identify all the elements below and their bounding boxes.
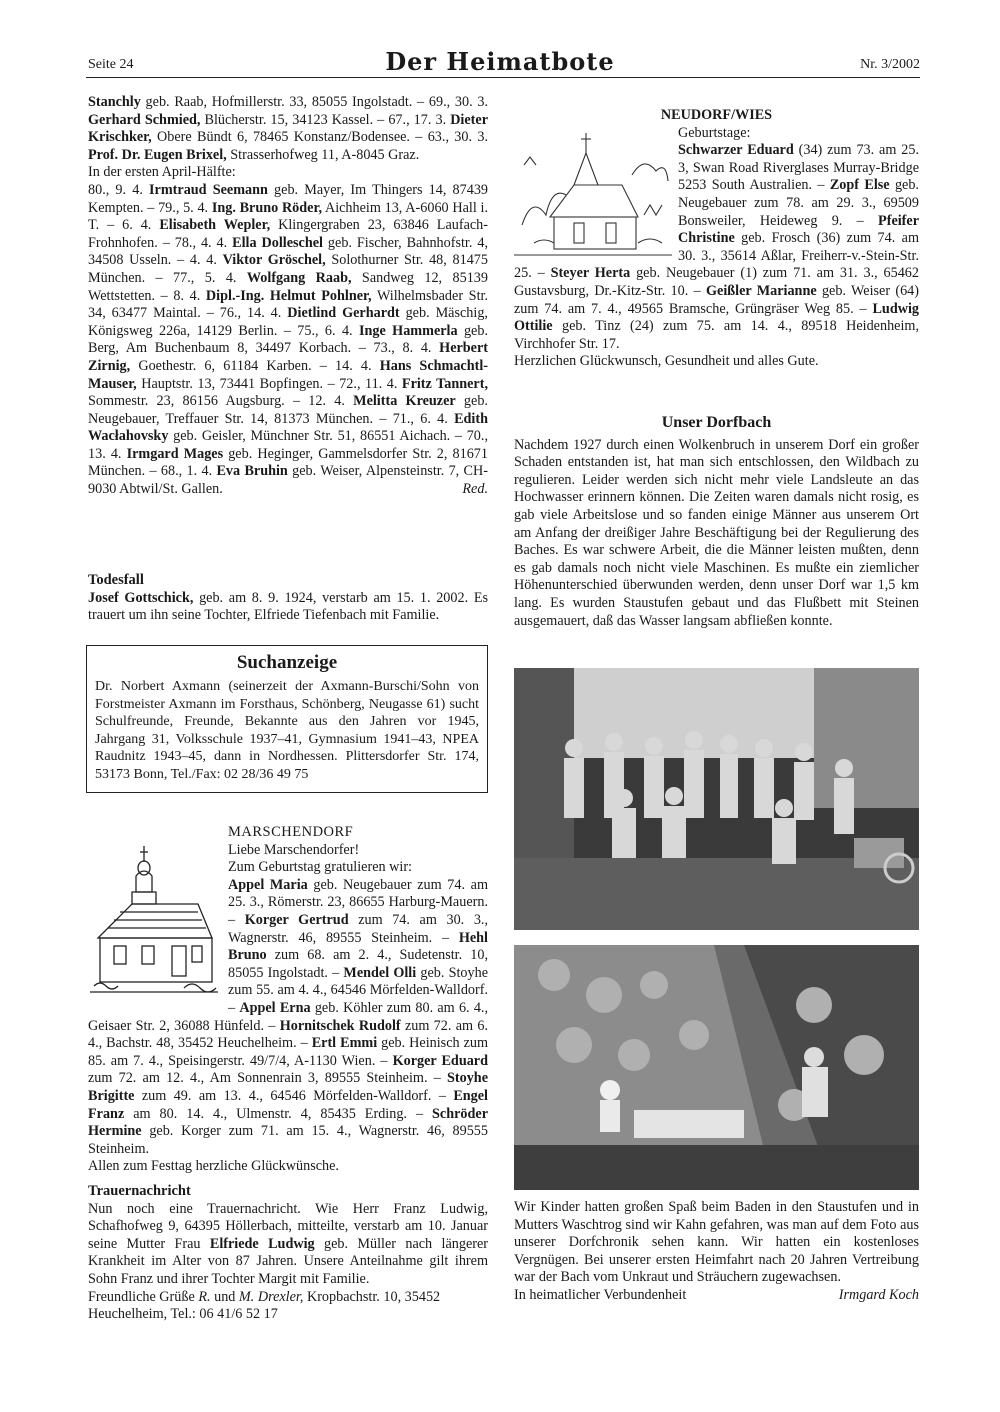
entry-name: Engel Franz [88, 1087, 488, 1122]
entry-details: zum 72. am 12. 4., Am Sonnenrain 3, 89555 Steinheim. – [88, 1070, 447, 1087]
entry-details: Wilhelmsbader Str. 34, 63477 Maintal. – 76., 14. 4. [88, 287, 488, 322]
entry-details: (34) zum 73. am 25. 3, Swan Road Riverglases Murray-Bridge 5253 South Australien. – [678, 142, 919, 194]
entry-details: zum 49. am 13. 4., 64546 Mörfelden-Walldorf. – [134, 1087, 454, 1104]
entry-details: geb. Frosch (36) zum 74. am 30. 3., 35614 Aßlar, Freiherr-v.-Stein-Str. 25. – [514, 230, 919, 282]
entry-name: Ertl Emmi [311, 1035, 378, 1052]
greet-initial-r: R. [198, 1288, 211, 1305]
dorfbach-heading: Unser Dorfbach [661, 414, 772, 431]
page-number: Seite 24 [88, 57, 134, 72]
entry-name: Schröder Hermine [88, 1105, 488, 1140]
todesfall-text [88, 590, 488, 625]
neudorf-section [514, 107, 919, 371]
neudorf-intro: Geburtstage: [678, 124, 751, 141]
todesfall-heading: Todesfall [88, 572, 144, 588]
entry-details: geb. Mayer, Im Thingers 14, 87439 Kempten. – 79., 5. 4. [88, 181, 489, 216]
entry-name: Ludwig Ottilie [514, 300, 919, 335]
entry-name: Prof. Dr. Eugen Brixel, [88, 146, 227, 163]
marschendorf-greeting: Liebe Marschendorfer! [228, 841, 360, 858]
todesfall-body: geb. am 8. 9. 1924, verstarb am 15. 1. 2002. Es trauert um ihn seine Tochter, Elfriede Tiefenbach mit Familie. [88, 589, 489, 624]
church-sketch-neudorf [514, 125, 672, 265]
entry-details: zum 68. am 2. 4., Sudetenstr. 10, 85055 Ingolstadt. – [228, 947, 488, 981]
workers-photo-image [514, 668, 919, 930]
neudorf-closing: Herzlichen Glückwunsch, Gesundheit und alles Gute. [514, 353, 819, 370]
entry-details: Solothurner Str. 48, 81475 München. – 77., 5. 4. [88, 252, 488, 286]
entry-name: Wolfgang Raab, [246, 269, 352, 286]
entry-name: Eva Bruhin [216, 463, 288, 480]
entry-name: Elisabeth Wepler, [159, 217, 271, 234]
entry-details: Sandweg 12, 85139 Wettstetten. – 8. 4. [88, 269, 488, 304]
trauernachricht-section [88, 1183, 488, 1324]
dorfbach-section [514, 414, 919, 630]
entry-name: Stanchly [88, 94, 141, 110]
issue-number: Nr. 3/2002 [860, 57, 920, 72]
entry-details: Obere Bündt 6, 78465 Konstanz/Bodensee. – 63., 30. 3. [151, 129, 488, 146]
entry-name: Hans Schmachtl-Mauser, [88, 357, 489, 392]
author-name: Irmgard Koch [838, 1286, 919, 1303]
suchanzeige-box [86, 645, 488, 793]
header-rule [86, 77, 920, 78]
entry-details: geb. Weiser (64) zum 74. am 7. 4., 49565 Bramsche, Grüngräser Weg 85. – [514, 282, 919, 317]
marschendorf-intro: Zum Geburtstag gratulieren wir: [228, 859, 412, 876]
entry-details: am 80. 14. 4., Ulmenstr. 4, 85435 Erding. – [124, 1105, 433, 1122]
entry-details: geb. Köhler zum 80. am 6. 4., Geisaer Str. 2, 36088 Hünfeld. – [88, 999, 489, 1034]
april-intro: In der ersten April-Hälfte: [88, 164, 236, 181]
entry-details: geb. Mäschig, Königsweg 226a, 14129 Berlin. – 75., 6. 4. [88, 305, 488, 339]
entry-name: Zopf Else [829, 177, 890, 194]
entry-details: geb. Neugebauer zum 74. am 25. 3., Römerstr. 23, 86655 Harburg-Mauern. – [228, 876, 488, 928]
entry-details: geb. Korger zum 71. am 15. 4., Wagnerstr. 46, 89555 Steinheim. [88, 1123, 488, 1157]
trauer-text-part2: geb. Müller nach längerer Krankheit im Alter von 87 Jahren. Unsere Anteilnahme gilt ihrem Sohn Franz und ihrer Tochter Margit mit Familie. [88, 1235, 488, 1287]
trauernachricht-greeting [88, 1289, 488, 1324]
masthead: Der Heimatbote [385, 47, 615, 76]
entry-details: geb. Heginger, Gammelsdorfer Str. 2, 81671 München. – 68., 1. 4. [88, 445, 488, 480]
entry-name: Fritz Tannert, [401, 375, 488, 392]
entry-details: Aichheim 13, A-6060 Hall i. T. – 6. 4. [88, 199, 488, 234]
entry-details: Blücherstr. 15, 34123 Kassel. – 67., 17. 3. [200, 111, 451, 128]
trauer-name: Elfriede Ludwig [209, 1235, 315, 1252]
entry-details: geb. Weiser, Alpensteinstr. 7, CH-9030 Abtwil/St. Gallen. [88, 463, 488, 498]
entry-name: Ella Dolleschel [232, 234, 323, 251]
editor-sign: Red. [462, 481, 488, 498]
entry-name: Korger Gertrud [244, 911, 349, 928]
greet-part-b: Kropbachstr. 10, 35452 Heuchelheim, Tel.: 06 41/6 52 17 [88, 1288, 441, 1323]
todesfall-section [88, 572, 488, 625]
entry-name: Irmgard Mages [126, 445, 224, 462]
entry-name: Hornitschek Rudolf [279, 1017, 401, 1034]
bathing-photo-image [514, 945, 919, 1190]
entry-name: Viktor Gröschel, [222, 252, 326, 269]
suchanzeige-text: Dr. Norbert Axmann (seinerzeit der Axmann-Burschi/Sohn von Forstmeister Axmann im Forsthaus, Schönberg, Neugasse 61) sucht Schulfreunde, Freunde, Bekannte aus den Jahren vor 1945, Jahrgang 31, Volksschule 1937–41, Gymnasium 1941–43, NPEA Raudnitz 1943–45, dann in Nordhessen. Plittersdorfer Str. 174, 53173 Bonn, Tel./Fax: 02 28/36 49 75 [95, 679, 479, 782]
entry-name: Pfeifer Christine [678, 212, 919, 247]
entry-details: Goethestr. 6, 61184 Karben. – 14. 4. [130, 357, 380, 374]
entry-details: geb. Neugebauer (1) zum 71. am 31. 3., 65462 Gustavsburg, Dr.-Kitz-Str. 10. – [514, 265, 919, 299]
entry-details: geb. Raab, Hofmillerstr. 33, 85055 Ingolstadt. – 69., 30. 3. [140, 94, 488, 110]
church-drawing-icon [88, 842, 220, 1002]
entry-details: Klingergraben 23, 63846 Laufach-Frohnhofen. – 78., 4. 4. [88, 217, 488, 251]
chapel-drawing-icon [514, 125, 672, 265]
entry-name: Geißler Marianne [705, 282, 817, 299]
greet-and: und [210, 1288, 239, 1305]
marschendorf-closing: Allen zum Festtag herzliche Glückwünsche. [88, 1158, 339, 1175]
greet-part-a: Freundliche Grüße [88, 1288, 199, 1305]
marschendorf-heading: MARSCHENDORF [228, 824, 354, 840]
photo-children-bathing [514, 945, 919, 1190]
church-sketch-marschendorf [88, 842, 220, 1002]
entry-name: Edith Wacłahovsky [88, 410, 488, 445]
todesfall-name: Josef Gottschick, [88, 589, 194, 606]
entry-name: Melitta Kreuzer [353, 393, 456, 410]
photo-caption: Wir Kinder hatten großen Spaß beim Baden in den Staustufen und in Mutters Waschtrog sind wir Kahn gefahren, was man auf dem Foto aus unserer Dorfchronik sehen kann. Wir hatten ein kostenloses Vergnügen. Bei unserer ersten Heimfahrt nach 20 Jahren Vertreibung war der Bach vom Unkraut und Sträuchern zugewachsen. [514, 1199, 919, 1286]
entry-name: Inge Hammerla [358, 322, 458, 339]
entry-name: Dietlind Gerhardt [287, 305, 400, 322]
entry-name: Stoyhe Brigitte [88, 1070, 488, 1104]
birthdays-paragraph-1 [88, 94, 488, 164]
entry-name: Dieter Krischker, [88, 111, 488, 146]
entry-details: geb. Geisler, Münchner Str. 51, 86551 Aichach. – 70., 13. 4. [88, 428, 488, 462]
entry-details: geb. Stoyhe zum 55. am 4. 4., 64546 Mörfelden-Walldorf. – [228, 964, 488, 1016]
entry-details: zum 74. am 30. 3., Wagnerstr. 46, 89555 Steinheim. – [228, 911, 488, 946]
entry-details: geb. Fischer, Bahnhofstr. 4, 34508 Usseln. – 4. 4. [88, 234, 488, 269]
marschendorf-section [88, 824, 488, 1176]
suchanzeige-title: Suchanzeige [236, 652, 338, 673]
photo-workers [514, 668, 919, 930]
entry-name: Appel Maria [228, 876, 308, 893]
entry-details: geb. Berg, Am Buchenbaum 8, 34497 Korbach. – 73., 8. 4. [88, 322, 488, 357]
entry-name: Appel Erna [239, 999, 311, 1016]
photo-caption-section [514, 1199, 919, 1305]
neudorf-heading: NEUDORF/WIES [660, 107, 773, 123]
entry-details: Strasserhofweg 11, A-8045 Graz. [226, 146, 420, 163]
trauernachricht-heading: Trauernachricht [88, 1183, 191, 1199]
entry-name: Korger Eduard [392, 1052, 488, 1069]
entry-details: zum 72. am 6. 4., Bachstr. 48, 35452 Heuchelheim. – [88, 1017, 488, 1052]
entry-details: Sommestr. 23, 86156 Augsburg. – 12. 4. [88, 393, 354, 410]
trauernachricht-text [88, 1201, 488, 1289]
entry-name: Gerhard Schmied, [88, 111, 201, 128]
birthdays-left-section [88, 94, 488, 499]
entry-name: Schwarzer Eduard [678, 142, 794, 159]
entry-name: Ing. Bruno Röder, [211, 199, 323, 216]
entry-name: Irmtraud Seemann [149, 181, 268, 198]
entry-name: Herbert Zirnig, [88, 340, 488, 374]
entry-details: 80., 9. 4. [88, 181, 150, 198]
entry-name: Steyer Herta [550, 265, 631, 282]
greet-name-m: M. Drexler, [238, 1288, 304, 1305]
signature-line [514, 1287, 919, 1305]
entry-name: Mendel Olli [343, 964, 417, 981]
trauer-text-part1: Nun noch eine Trauernachricht. Wie Herr Franz Ludwig, Schafhofweg 9, 64395 Höllerbach, mitteilte, verstarb am 10. Januar seine Mutter Frau [88, 1200, 488, 1252]
birthdays-paragraph-2 [88, 182, 488, 499]
dorfbach-text: Nachdem 1927 durch einen Wolkenbruch in unserem Dorf ein großer Schaden entstanden ist, hat man sich entschlossen, den Wildbach zu regulieren. Leider werden sich nicht mehr viele Landsleute an das Hochwasser erinnern können. Die Zeiten waren damals nicht rosig, es gab viele Arbeitslose und so fanden einige Männer aus unserem Ort am Anfang der dreißiger Jahre Beschäftigung bei der Regulierung des Baches. Es war schwere Arbeit, die die Männer leisten mußten, denn es gab damals noch nicht viele Maschinen. Es mußte ein ziemlicher Höhenunterschied überwunden werden, denn unser Dorf war 1,5 km lang. Es wurden Staustufen gebaut und das Flußbett mit Steinen ausgemauert, daß das Wasser langsam abfließen konnte. [514, 436, 919, 629]
entry-name: Hehl Bruno [228, 929, 488, 964]
entry-details: geb. Neugebauer, Treffauer Str. 14, 81373 München. – 71., 6. 4. [88, 393, 488, 427]
closing-phrase: In heimatlicher Verbundenheit [514, 1286, 687, 1303]
entry-details: geb. Neugebauer zum 78. am 29. 3., 69509 Bonsweiler, Heideweg 9. – [678, 177, 919, 229]
entry-details: geb. Heinisch zum 85. am 7. 4., Speisingerstr. 49/7/4, A-1130 Wien. – [88, 1035, 489, 1069]
entry-name: Dipl.-Ing. Helmut Pohlner, [205, 287, 372, 304]
entry-details: Hauptstr. 13, 73441 Bopfingen. – 72., 11. 4. [136, 375, 402, 392]
entry-details: geb. Tinz (24) zum 75. am 14. 4., 89518 Heidenheim, Virchhofer Str. 17. [514, 318, 919, 352]
